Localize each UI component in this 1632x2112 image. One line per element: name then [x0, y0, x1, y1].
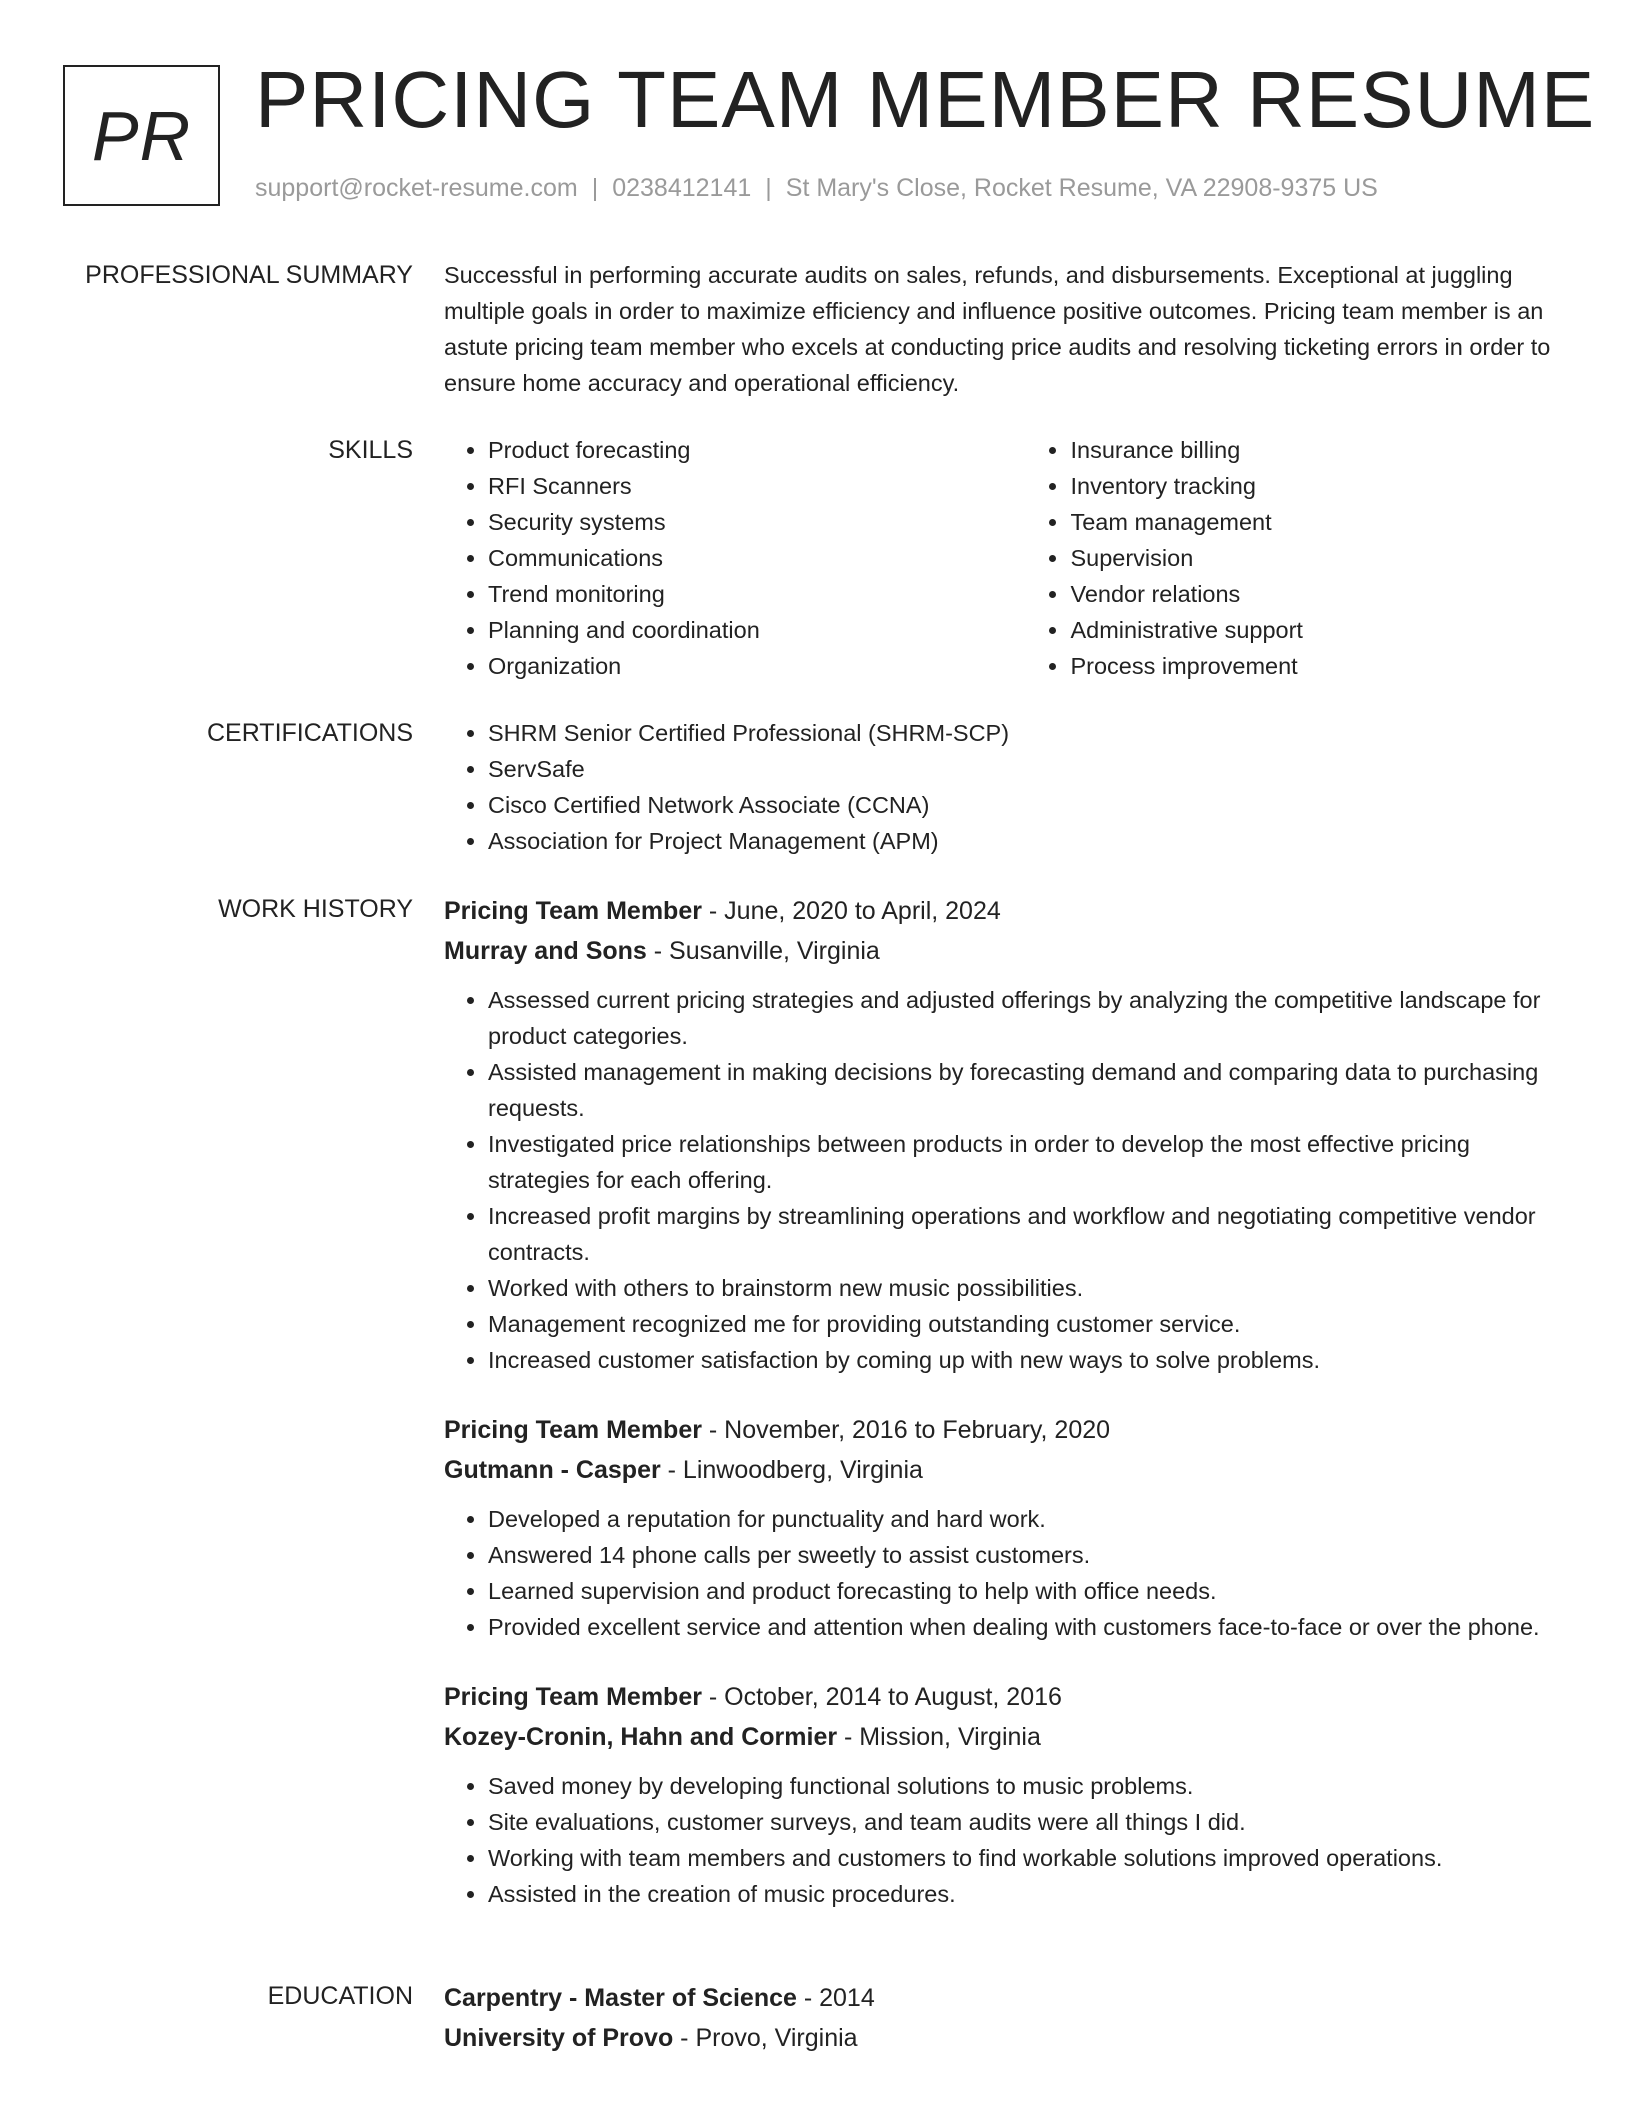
certification-item: • ServSafe	[488, 751, 1559, 787]
job-title: Pricing Team Member	[444, 1683, 702, 1711]
job-duty: • Provided excellent service and attention when dealing with customers face-to-face or over the phone.	[488, 1609, 1559, 1645]
job-duty: • Answered 14 phone calls per sweetly to assist customers.	[488, 1537, 1559, 1573]
job-duty: • Investigated price relationships between products in order to develop the most effective pricing strategies for each offering.	[488, 1126, 1559, 1198]
job-dates: - November, 2016 to February, 2020	[701, 1416, 1111, 1444]
skills-columns	[444, 432, 1559, 684]
education-degree-line	[444, 1978, 1559, 2018]
section-label-certifications: CERTIFICATIONS	[206, 719, 413, 747]
job-duty: • Site evaluations, customer surveys, and team audits were all things I did.	[488, 1804, 1559, 1840]
job-duty: • Increased profit margins by streamlining operations and workflow and negotiating competitive vendor contracts.	[488, 1198, 1559, 1270]
job-company-line	[444, 1717, 1559, 1757]
skills-list-col2	[1026, 432, 1559, 684]
job-title-line	[444, 891, 1559, 931]
skill-item: • Trend monitoring	[488, 576, 979, 612]
skill-item: • Insurance billing	[1070, 432, 1559, 468]
summary-text: Successful in performing accurate audits on sales, refunds, and disbursements. Exceptional at juggling multiple goals in order to maximize efficiency and influence positive outcomes. Pricing team member is an astute pricing team member who excels at conducting price audits and resolving ticketing errors in order to ensure home accuracy and operational efficiency.	[444, 262, 1551, 396]
skills-list-col1	[444, 432, 979, 684]
education-school: University of Provo	[444, 2024, 674, 2052]
job-title: Pricing Team Member	[444, 1416, 702, 1444]
contact-phone: 0238412141	[612, 174, 752, 202]
job-duty: • Assessed current pricing strategies and adjusted offerings by analyzing the competitive landscape for product categories.	[488, 982, 1559, 1054]
section-label-education: EDUCATION	[267, 1982, 413, 2010]
skill-item: • Vendor relations	[1070, 576, 1559, 612]
job-duty: • Learned supervision and product forecasting to help with office needs.	[488, 1573, 1559, 1609]
section-label-summary: PROFESSIONAL SUMMARY	[85, 261, 413, 289]
skill-item: • Team management	[1070, 504, 1559, 540]
job-duty: • Assisted management in making decisions by forecasting demand and comparing data to purchasing requests.	[488, 1054, 1559, 1126]
job-duties-list	[444, 1501, 1559, 1645]
job-duties-list	[444, 982, 1559, 1378]
education-body	[444, 1978, 1559, 2058]
education-year: - 2014	[796, 1984, 875, 2012]
job-duties-list	[444, 1768, 1559, 1912]
monogram-badge	[63, 65, 220, 206]
summary-body	[444, 257, 1559, 401]
job-duty: • Management recognized me for providing outstanding customer service.	[488, 1306, 1559, 1342]
certifications-body	[444, 715, 1559, 859]
job-dates: - June, 2020 to April, 2024	[701, 897, 1001, 925]
certification-item: • SHRM Senior Certified Professional (SHRM-SCP)	[488, 715, 1559, 751]
education-school-line	[444, 2018, 1559, 2058]
skill-item: • Supervision	[1070, 540, 1559, 576]
contact-email: support@rocket-resume.com	[255, 174, 578, 202]
contact-line	[255, 174, 1378, 203]
contact-address: St Mary's Close, Rocket Resume, VA 22908-9375 US	[785, 174, 1378, 202]
job-entry	[444, 891, 1559, 1378]
job-duty: • Developed a reputation for punctuality and hard work.	[488, 1501, 1559, 1537]
job-company: Gutmann - Casper	[444, 1456, 661, 1484]
skill-item: • Inventory tracking	[1070, 468, 1559, 504]
education-degree: Carpentry - Master of Science	[444, 1984, 797, 2012]
contact-separator: |	[591, 174, 599, 202]
resume-title: PRICING TEAM MEMBER RESUME	[255, 55, 1596, 144]
skill-item: • Process improvement	[1070, 648, 1559, 684]
job-company: Murray and Sons	[444, 937, 647, 965]
monogram-initials: PR	[91, 96, 192, 175]
job-duty: • Increased customer satisfaction by coming up with new ways to solve problems.	[488, 1342, 1559, 1378]
job-location: - Susanville, Virginia	[646, 937, 880, 965]
education-location: - Provo, Virginia	[673, 2024, 858, 2052]
job-company: Kozey-Cronin, Hahn and Cormier	[444, 1723, 838, 1751]
certification-item: • Association for Project Management (APM)	[488, 823, 1559, 859]
skill-item: • RFI Scanners	[488, 468, 979, 504]
job-duty: • Assisted in the creation of music procedures.	[488, 1876, 1559, 1912]
job-title-line	[444, 1410, 1559, 1450]
job-duty: • Saved money by developing functional solutions to music problems.	[488, 1768, 1559, 1804]
certification-item: • Cisco Certified Network Associate (CCNA)	[488, 787, 1559, 823]
job-company-line	[444, 931, 1559, 971]
job-location: - Mission, Virginia	[837, 1723, 1041, 1751]
section-label-skills: SKILLS	[328, 436, 413, 464]
work-history-body	[444, 891, 1559, 1912]
skill-item: • Organization	[488, 648, 979, 684]
skill-item: • Communications	[488, 540, 979, 576]
job-company-line	[444, 1450, 1559, 1490]
certifications-list	[444, 715, 1559, 859]
job-entry	[444, 1410, 1559, 1645]
skill-item: • Security systems	[488, 504, 979, 540]
skills-body	[444, 432, 1559, 684]
skill-item: • Planning and coordination	[488, 612, 979, 648]
section-label-work-history: WORK HISTORY	[218, 895, 413, 923]
job-title: Pricing Team Member	[444, 897, 702, 925]
skill-item: • Product forecasting	[488, 432, 979, 468]
job-title-line	[444, 1677, 1559, 1717]
contact-separator: |	[765, 174, 772, 202]
job-duty: • Working with team members and customers to find workable solutions improved operations.	[488, 1840, 1559, 1876]
job-duty: • Worked with others to brainstorm new music possibilities.	[488, 1270, 1559, 1306]
job-entry	[444, 1677, 1559, 1912]
job-dates: - October, 2014 to August, 2016	[701, 1683, 1062, 1711]
job-location: - Linwoodberg, Virginia	[660, 1456, 923, 1484]
skill-item: • Administrative support	[1070, 612, 1559, 648]
